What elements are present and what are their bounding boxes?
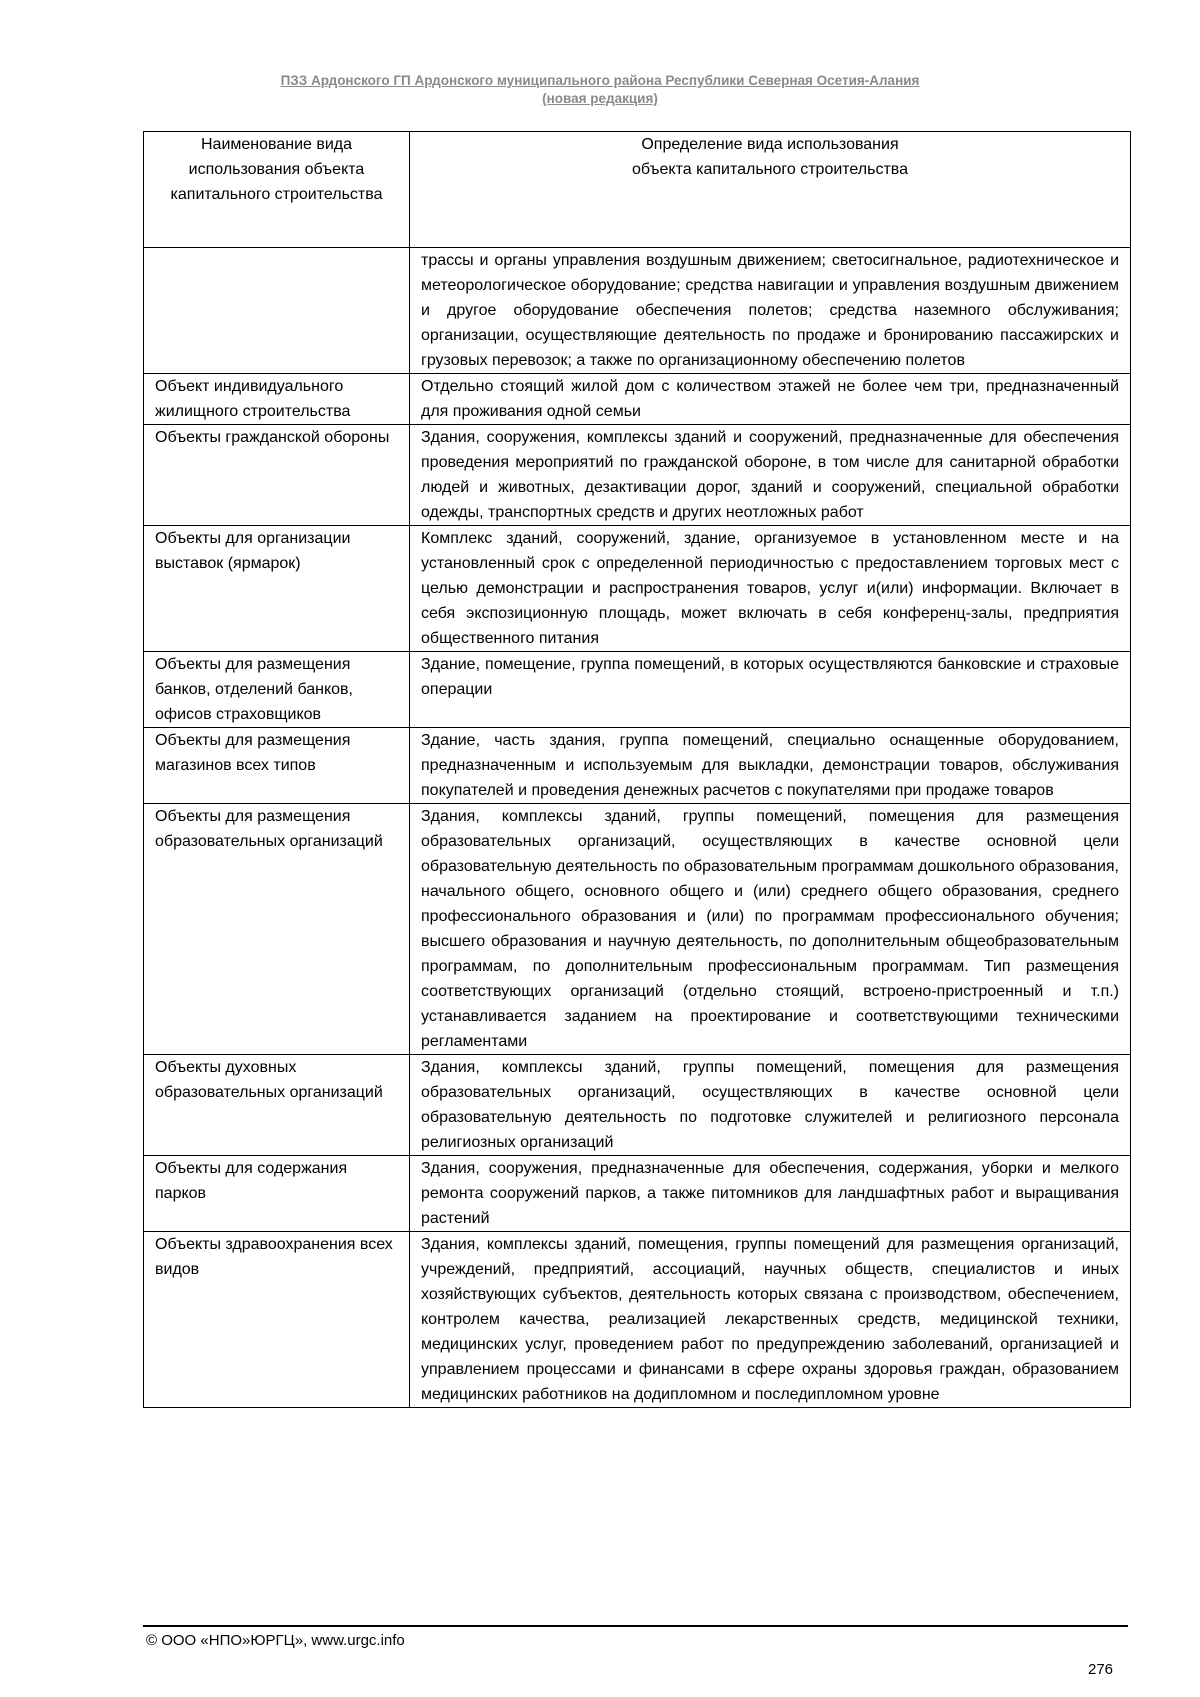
footer-divider [143, 1625, 1128, 1627]
row-name: Объекты здравоохранения всех видов [144, 1232, 410, 1408]
row-definition: Отдельно стоящий жилой дом с количеством этажей не более чем три, предназначенный для проживания одной семьи [410, 374, 1131, 425]
table-row [144, 1232, 1131, 1408]
land-use-table [143, 131, 1131, 1408]
row-definition: Здания, комплексы зданий, группы помещений, помещения для размещения образовательных организаций, осуществляющих в качестве основной цели образовательную деятельность по подготовке служителей и религиозного персонала религиозных организаций [410, 1055, 1131, 1156]
row-name: Объекты для организации выставок (ярмарок) [144, 526, 410, 652]
row-definition: Здание, часть здания, группа помещений, специально оснащенные оборудованием, предназначенным и используемым для выкладки, демонстрации товаров, обслуживания покупателей и проведения денежных расчетов с покупателями при продаже товаров [410, 728, 1131, 804]
row-name: Объект индивидуального жилищного строительства [144, 374, 410, 425]
table-row [144, 804, 1131, 1055]
column-header-definition-line1: Определение вида использования [641, 136, 899, 153]
table-row [144, 526, 1131, 652]
row-name: Объекты духовных образовательных организаций [144, 1055, 410, 1156]
row-definition: Комплекс зданий, сооружений, здание, организуемое в установленном месте и на установленный срок с определенной периодичностью с предоставлением торговых мест с целью демонстрации и распространения товаров, услуг и(или) информации. Включает в себя экспозиционную площадь, может включать в себя конференц-залы, предприятия общественного питания [410, 526, 1131, 652]
row-definition: Здания, сооружения, комплексы зданий и сооружений, предназначенные для обеспечения проведения мероприятий по гражданской обороне, в том числе для санитарной обработки людей и животных, дезактивации дорог, зданий и сооружений, специальной обработки одежды, транспортных средств и других неотложных работ [410, 425, 1131, 526]
document-header [0, 72, 1200, 108]
row-definition: Здания, комплексы зданий, помещения, группы помещений для размещения организаций, учреждений, предприятий, ассоциаций, научных обществ, специалистов и иных хозяйствующих субъектов, деятельность которых связана с производством, обеспечением, контролем качества, реализацией лекарственных средств, медицинской техники, медицинских услуг, проведением работ по предупреждению заболеваний, организацией и управлением процессами и финансами в сфере охраны здоровья граждан, образованием медицинских работников на додипломном и последипломном уровне [410, 1232, 1131, 1408]
table-row [144, 425, 1131, 526]
row-name: Объекты гражданской обороны [144, 425, 410, 526]
header-title: ПЗЗ Ардонского ГП Ардонского муниципального района Республики Северная Осетия-Алания [280, 73, 920, 88]
column-header-name: Наименование вида использования объекта капитального строительства [144, 132, 410, 248]
row-definition: трассы и органы управления воздушным движением; светосигнальное, радиотехническое и метеорологическое оборудование; средства навигации и управления воздушным движением и другое оборудование обеспечения полетов; средства наземного обслуживания; организации, осуществляющие деятельность по продаже и бронированию пассажирских и грузовых перевозок; а также по организационному обеспечению полетов [410, 248, 1131, 374]
row-name: Объекты для размещения банков, отделений банков, офисов страховщиков [144, 652, 410, 728]
table-row [144, 1156, 1131, 1232]
row-definition: Здания, сооружения, предназначенные для обеспечения, содержания, уборки и мелкого ремонта сооружений парков, а также питомников для ландшафтных работ и выращивания растений [410, 1156, 1131, 1232]
row-definition: Здание, помещение, группа помещений, в которых осуществляются банковские и страховые операции [410, 652, 1131, 728]
row-name: Объекты для содержания парков [144, 1156, 410, 1232]
row-name: Объекты для размещения магазинов всех типов [144, 728, 410, 804]
column-header-definition [410, 132, 1131, 248]
table-row [144, 248, 1131, 374]
footer-copyright: © ООО «НПО»ЮРГЦ», www.urgc.info [146, 1632, 405, 1649]
table-row [144, 374, 1131, 425]
table-row [144, 1055, 1131, 1156]
header-subtitle: (новая редакция) [542, 91, 658, 106]
page-number: 276 [1088, 1661, 1114, 1678]
table-row [144, 652, 1131, 728]
table-header-row [144, 132, 1131, 248]
row-definition: Здания, комплексы зданий, группы помещений, помещения для размещения образовательных организаций, осуществляющих в качестве основной цели образовательную деятельность по образовательным программам дошкольного образования, начального общего, основного общего и (или) среднего общего образования, среднего профессионального образования и (или) по программам профессионального обучения; высшего образования и научную деятельность, по дополнительным общеобразовательным программам, по дополнительным профессиональным программам. Тип размещения соответствующих организаций (отдельно стоящий, встроено-пристроенный и т.п.) устанавливается заданием на проектирование и соответствующими техническими регламентами [410, 804, 1131, 1055]
row-name [144, 248, 410, 374]
row-name: Объекты для размещения образовательных организаций [144, 804, 410, 1055]
table-row [144, 728, 1131, 804]
column-header-definition-line2: объекта капитального строительства [631, 161, 909, 178]
